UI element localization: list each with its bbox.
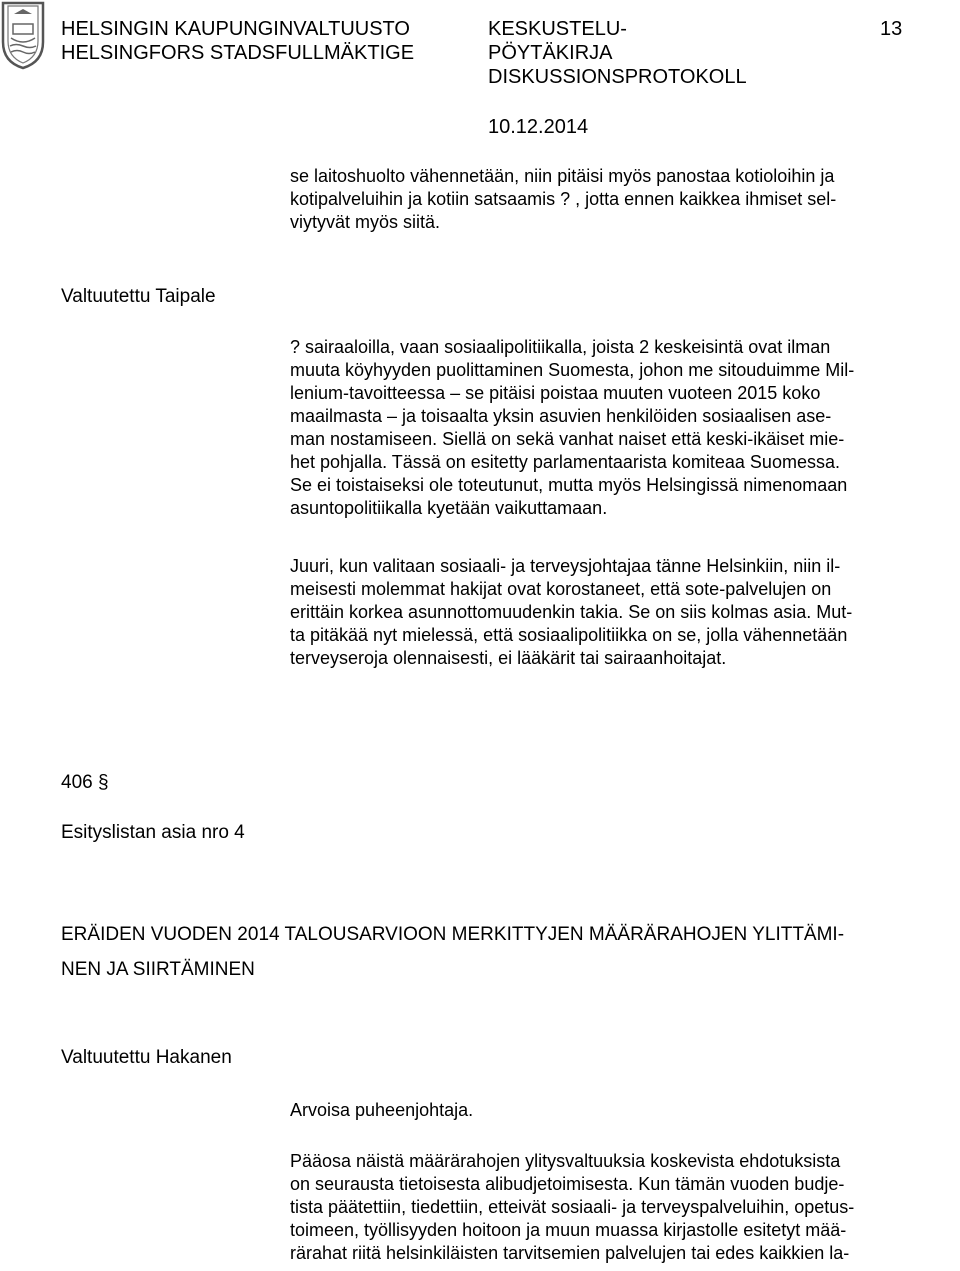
text-line: Pääosa näistä määrärahojen ylitysvaltuuksia koskevista ehdotuksista	[290, 1151, 841, 1171]
text-line: Juuri, kun valitaan sosiaali- ja terveysjohtajaa tänne Helsinkiin, niin il-	[290, 556, 841, 576]
text-line: lenium-tavoitteessa – se pitäisi poistaa muuten vuoteen 2015 koko	[290, 383, 821, 403]
org-name-sv: HELSINGFORS STADSFULLMÄKTIGE	[61, 42, 415, 64]
helsinki-crest-logo	[0, 0, 46, 70]
text-line: tista päätettiin, tiedettiin, etteivät sosiaali- ja terveyspalveluihin, opetus-	[290, 1197, 855, 1217]
text-line: toimeen, työllisyyden hoitoon ja muun muassa kirjastolle esitetyt mää-	[290, 1220, 847, 1240]
text-line: ? sairaaloilla, vaan sosiaalipolitiikalla, joista 2 keskeisintä ovat ilman	[290, 337, 831, 357]
item-title-line-1: ERÄIDEN VUODEN 2014 TALOUSARVIOON MERKITTYJEN MÄÄRÄRAHOJEN YLITTÄMI-	[61, 924, 845, 945]
speech-2-paragraph-1	[290, 1150, 950, 1265]
doc-type-line-1: KESKUSTELU-	[488, 18, 627, 40]
agenda-item: Esityslistan asia nro 4	[61, 822, 245, 843]
text-line: asuntopolitiikalla kyetään vaikuttamaan.	[290, 498, 608, 518]
text-line: kotipalveluihin ja kotiin satsaamis ? , jotta ennen kaikkea ihmiset sel-	[290, 189, 837, 209]
meeting-date: 10.12.2014	[488, 116, 589, 138]
speaker-hakanen: Valtuutettu Hakanen	[61, 1047, 232, 1068]
speech-1-paragraph-2	[290, 555, 950, 670]
item-title-line-2: NEN JA SIIRTÄMINEN	[61, 959, 255, 980]
text-line: muuta köyhyyden puolittaminen Suomesta, johon me sitouduimme Mil-	[290, 360, 855, 380]
org-name-fi: HELSINGIN KAUPUNGINVALTUUSTO	[61, 18, 410, 40]
text-line: ta pitäkää nyt mielessä, että sosiaalipolitiikka on se, jolla vähennetään	[290, 625, 848, 645]
text-line: maailmasta – ja toisaalta yksin asuvien henkilöiden sosiaalisen ase-	[290, 406, 832, 426]
page-number: 13	[880, 18, 903, 40]
speaker-taipale: Valtuutettu Taipale	[61, 286, 216, 307]
text-line: erittäin korkea asunnottomuudenkin takia. Se on siis kolmas asia. Mut-	[290, 602, 853, 622]
doc-type-line-3: DISKUSSIONSPROTOKOLL	[488, 66, 747, 88]
text-line: rärahat riitä helsinkiläisten tarvitsemien palvelujen tai edes kaikkien la-	[290, 1243, 850, 1263]
speech-1-paragraph-1	[290, 336, 950, 520]
text-line: terveyseroja olennaisesti, ei lääkärit tai sairaanhoitajat.	[290, 648, 727, 668]
text-line: meisesti molemmat hakijat ovat korostaneet, että sote-palvelujen on	[290, 579, 832, 599]
section-number: 406 §	[61, 772, 109, 793]
speech-2-greeting: Arvoisa puheenjohtaja.	[290, 1100, 474, 1120]
text-line: viytyvät myös siitä.	[290, 212, 441, 232]
text-line: Se ei toistaiseksi ole toteutunut, mutta myös Helsingissä nimenomaan	[290, 475, 848, 495]
doc-type-line-2: PÖYTÄKIRJA	[488, 42, 613, 64]
intro-paragraph	[290, 165, 950, 234]
text-line: man nostamiseen. Siellä on sekä vanhat naiset että keski-ikäiset mie-	[290, 429, 845, 449]
text-line: se laitoshuolto vähennetään, niin pitäisi myös panostaa kotioloihin ja	[290, 166, 835, 186]
text-line: on seurausta tietoisesta alibudjetoimisesta. Kun tämän vuoden budje-	[290, 1174, 845, 1194]
text-line: het pohjalla. Tässä on esitetty parlamentaarista komiteaa Suomessa.	[290, 452, 840, 472]
